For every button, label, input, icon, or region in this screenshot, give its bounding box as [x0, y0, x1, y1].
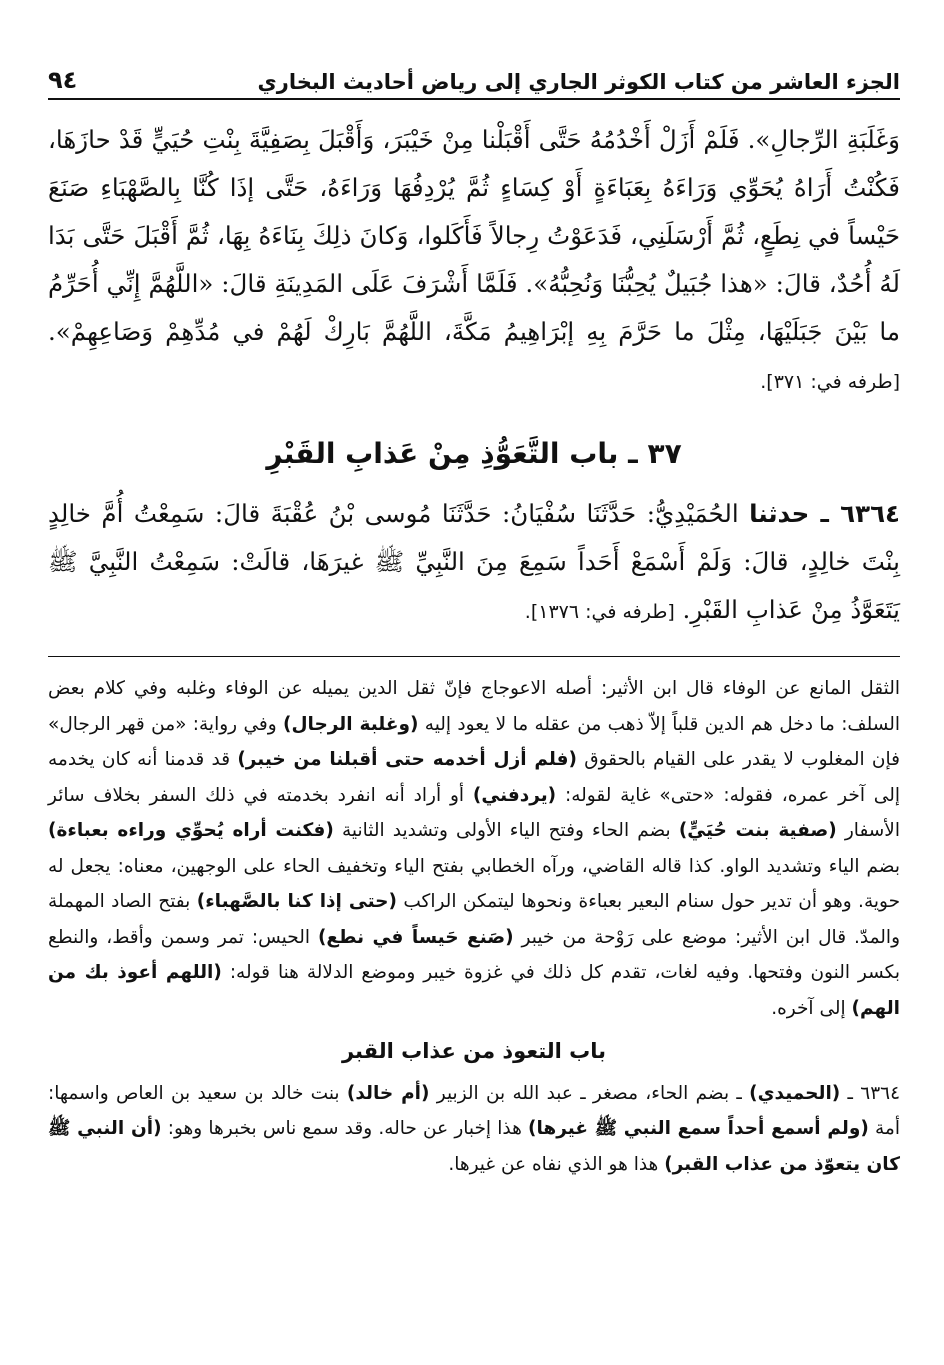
commentary-quote: (الحميدي)	[749, 1082, 841, 1104]
cross-reference: [طرفه في: ٣٧١].	[760, 371, 900, 393]
commentary-quote: (أن النبي ﷺ كان يتعوّذ من عذاب القبر)	[48, 1118, 900, 1175]
hadith-main-text	[48, 116, 900, 636]
commentary-text: إلى آخره.	[771, 997, 846, 1019]
commentary-text: الثقل المانع عن الوفاء قال ابن الأثير: أصله الاعوجاج فإنّ ثقل الدين يميله عن الوفاء وغلبه وفي كلام بعض السلف: ما دخل هم الدين قلباً إلاّ ذهب من عقله ما لا يعود إليه	[48, 678, 900, 735]
commentary-quote: (حتى إذا كنا بالصَّهباء)	[196, 891, 397, 912]
commentary-text: وفي رواية: «من قهر الرجال» فإن المغلوب لا يقدر على القيام بالحقوق	[48, 713, 900, 770]
commentary-quote: (فكنت أراه يُحوِّي وراءه بعباءة)	[48, 820, 334, 841]
commentary-section	[48, 671, 900, 1182]
commentary-chapter-title: باب التعوذ من عذاب القبر	[341, 1039, 607, 1063]
page-header	[48, 54, 900, 100]
commentary-text: بضم الحاء وفتح الياء الأولى وتشديد الثانية	[341, 820, 671, 841]
commentary-text: أو أراد أنه انفرد بخدمته في ذلك السفر بخلاف سائر الأسفار	[48, 784, 900, 841]
chapter-title: ٣٧ ـ باب التَّعَوُّذِ مِنْ عَذابِ القَبْرِ	[266, 437, 682, 470]
running-title: الجزء العاشر من كتاب الكوثر الجاري إلى رياض أحاديث البخاري	[257, 70, 900, 94]
commentary-text: بنت خالد بن سعيد بن العاص واسمها: أمة	[48, 1082, 900, 1139]
commentary-quote: (يردفني)	[472, 784, 557, 806]
hadith-text: الحُمَيْدِيُّ: حَدَّثَنَا سُفْيَانُ: حَدَّثَنَا مُوسى بْنُ عُقْبَةَ قالَ: سَمِعْتُ أُمَّ خالِدٍ بِنْتَ خالِدٍ، قالَ: وَلَمْ أَسْمَعْ أَحَداً سَمِعَ مِنَ النَّبِيِّ ﷺ غيرَهَا، قالَتْ: سَمِعْتُ النَّبِيَّ ﷺ يَتَعَوَّذُ مِنْ عَذابِ القَبْرِ.	[48, 499, 900, 624]
commentary-quote: (أم خالد)	[346, 1082, 430, 1104]
commentary-text: الحيس: تمر وسمن وأقط، والنطع بكسر النون وفتحها. وفيه لغات، تقدم كل ذلك في غزوة خيبر وموضع الدلالة هنا قوله:	[48, 926, 900, 983]
commentary-paragraph	[48, 1076, 900, 1183]
commentary-quote: (اللهم أعوذ بك من الهم)	[48, 962, 900, 1019]
cross-reference: [طرفه في: ١٣٧٦].	[524, 601, 675, 623]
continuation-text: وَغَلَبَةِ الرِّجالِ». فَلَمْ أَزَلْ أَخْدُمُهُ حَتَّى أَقْبَلْنا مِنْ خَيْبَرَ، وَأَقْبَلَ بِصَفِيَّةَ بِنْتِ حُيَيٍّ قَدْ حازَهَا، فَكُنْتُ أَرَاهُ يُحَوِّي وَرَاءَهُ بِعَبَاءَةٍ أَوْ كِسَاءٍ ثُمَّ يُرْدِفُهَا وَرَاءَهُ، حَتَّى إذَا كُنَّا بِالصَّهْبَاءِ صَنَعَ حَيْساً في نِطَعٍ، ثُمَّ أَرْسَلَنِي، فَدَعَوْتُ رِجالاً فَأَكَلوا، وَكانَ ذلِكَ بِنَاءَهُ بِهَا، ثُمَّ أَقْبَلَ حَتَّى بَدَا لَهُ أُحُدٌ، قالَ: «هذا جُبَيلٌ يُحِبُّنَا وَنُحِبُّهُ». فَلَمَّا أَشْرَفَ عَلَى المَدِينَةِ قالَ: «اللَّهُمَّ إِنِّي أُحَرِّمُ ما بَيْنَ جَبَلَيْهَا، مِثْلَ ما حَرَّمَ بِهِ إبْرَاهِيمُ مَكَّةَ، اللَّهُمَّ بَارِكْ لَهُمْ في مُدِّهِمْ وَصَاعِهِمْ».	[48, 125, 900, 346]
commentary-quote: (وغلبة الرجال)	[283, 713, 419, 735]
commentary-text: هذا إخبار عن حاله. وقد سمع ناس بخبرها وهو:	[167, 1118, 522, 1139]
commentary-quote: (صَنع حَيساً في نطع)	[317, 926, 514, 948]
commentary-text: ٦٣٦٤ ـ	[847, 1082, 901, 1104]
footnote-separator	[48, 656, 900, 657]
commentary-quote: (ولم أسمع أحداً سمع النبي ﷺ غيرها)	[528, 1118, 869, 1139]
commentary-text: قد قدمنا أنه كان يخدمه إلى آخر عمره، فقوله: «حتى» غاية لقوله:	[48, 749, 901, 806]
commentary-text: هذا هو الذي نفاه عن غيرها.	[448, 1153, 659, 1175]
book-page	[48, 54, 900, 1345]
continuation-paragraph	[48, 116, 900, 406]
hadith-paragraph	[48, 490, 900, 636]
page-number: ٩٤	[48, 66, 78, 94]
commentary-text: بفتح الصاد المهملة والمدّ. قال ابن الأثير: موضع على رَوْحة من خيبر	[48, 891, 900, 948]
hadith-number: ٦٣٦٤ ـ حدثنا	[749, 499, 900, 528]
commentary-quote: (صفية بنت حُيَيٍّ)	[678, 820, 837, 841]
commentary-text: بضم الياء وتشديد الواو. كذا قاله القاضي، ورآه الخطابي بفتح الياء وتخفيف الحاء على الوجهين، معناه: يجعل له حوية. وهو أن تدير حول سنام البعير بعباءة ونحوها ليتمكن الراكب	[48, 855, 900, 912]
commentary-quote: (فلم أزل أخدمه حتى أقبلنا من خيبر)	[237, 749, 577, 770]
commentary-text: ـ بضم الحاء، مصغر ـ عبد الله بن الزبير	[436, 1082, 742, 1104]
commentary-paragraph	[48, 671, 900, 1026]
